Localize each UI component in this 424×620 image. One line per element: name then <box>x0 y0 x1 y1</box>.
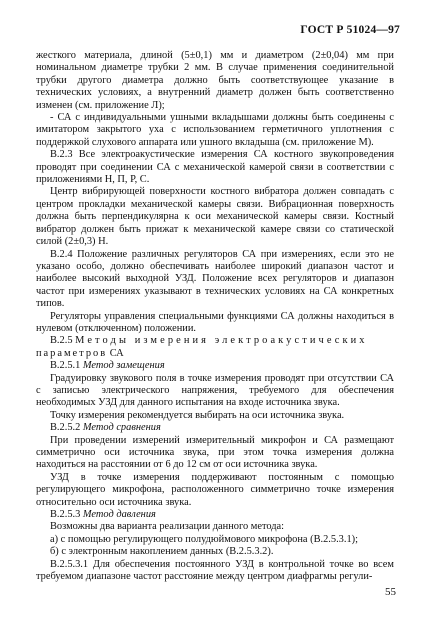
section-b25-title: Методы измерения электроакустических <box>75 335 368 347</box>
page-number: 55 <box>385 586 396 598</box>
paragraph-calibration: Градуировку звукового поля в точке измерения проводят при отсутствии СА с записью электрического напряжения, требуемого для обеспечения необходимых УЗД для данного испытания на входе источника звука. <box>36 372 394 409</box>
paragraph-tube-spec: жесткого материала, длиной (5±0,1) мм и диаметром (2±0,04) мм при номинальном диаметре трубки 2 мм. В случае применения соединительной трубки другого диаметра должно быть соответствующее указание в технических условиях, а внутренний диаметр должен быть соответственно изменен (см. приложение Л); <box>36 50 394 111</box>
section-b25-heading-cont <box>36 348 394 360</box>
paragraph-measure-point: Точку измерения рекомендуется выбирать на оси источника звука. <box>50 409 345 421</box>
section-b25-number: В.2.5 <box>50 335 73 347</box>
paragraph-b2531: В.2.5.3.1 Для обеспечения постоянного УЗД в контрольной точке во всем требуемом диапазоне частот расстояние между центром диафрагмы регули- <box>36 558 394 583</box>
section-b252-number: В.2.5.2 <box>50 422 81 434</box>
paragraph-two-variants: Возможны два варианта реализации данного метода: <box>50 521 285 533</box>
section-b253-heading <box>36 509 394 521</box>
section-b253-number: В.2.5.3 <box>50 509 81 521</box>
section-b253-title: Метод давления <box>82 509 156 521</box>
section-b252-title: Метод сравнения <box>82 422 161 434</box>
paragraph-b24: В.2.4 Положение различных регуляторов СА при измерениях, если это не указано особо, должно обеспечивать наиболее широкий диапазон частот и наиболее высокий выходной УЗД. Положение всех регуляторов и диапазон частот при измерениях указывают в технических условиях на СА конкретных типов. <box>36 248 394 310</box>
document-body <box>36 50 394 583</box>
list-item-variant-a: а) с помощью регулирующего полудюймового микрофона (В.2.5.3.1); <box>50 533 359 545</box>
section-b251-heading <box>36 360 394 372</box>
section-b25-title-3: СА <box>109 347 124 359</box>
section-b251-number: В.2.5.1 <box>50 360 81 372</box>
section-b25-title-2: параметров <box>36 347 108 359</box>
paragraph-earplug: - СА с индивидуальными ушными вкладышами должны быть соединены с имитатором закрытого уха с использованием герметичного уплотнения с поддержкой слухового аппарата или ушного вкладыша (см. приложение М). <box>36 112 394 148</box>
section-b25-heading <box>36 335 394 347</box>
page-header-standard-number: ГОСТ Р 51024—97 <box>300 24 400 36</box>
paragraph-b23: В.2.3 Все электроакустические измерения СА костного звукопроведения проводят при соединении СА с механической камерой связи в соответствии с приложениями Н, П, Р, С. <box>36 149 394 186</box>
list-item-variant-b: б) с электронным накоплением данных (В.2.5.3.2). <box>50 546 274 558</box>
paragraph-vibrator-center: Центр вибрирующей поверхности костного вибратора должен совпадать с центром прокладки механической камеры связи. Вибрационная поверхность должна быть перпендикулярна к оси механической камеры связи. Костный вибратор должен быть прижат к механической камере связи со статической силой (2±0,3) Н. <box>36 186 394 248</box>
paragraph-regulators: Регуляторы управления специальными функциями СА должны находиться в нулевом (отключенном) положении. <box>36 310 394 334</box>
section-b252-heading <box>36 422 394 434</box>
paragraph-uzd-constant: УЗД в точке измерения поддерживают постоянным с помощью регулирующего микрофона, расположенного симметрично точке измерения относительно оси источника звука. <box>36 471 394 508</box>
paragraph-mic-placement: При проведении измерений измерительный микрофон и СА размещают симметрично оси источника звука, при этом точка измерения должна находиться на расстоянии от 6 до 12 см от оси источника звука. <box>36 434 394 471</box>
section-b251-title: Метод замещения <box>82 360 165 372</box>
